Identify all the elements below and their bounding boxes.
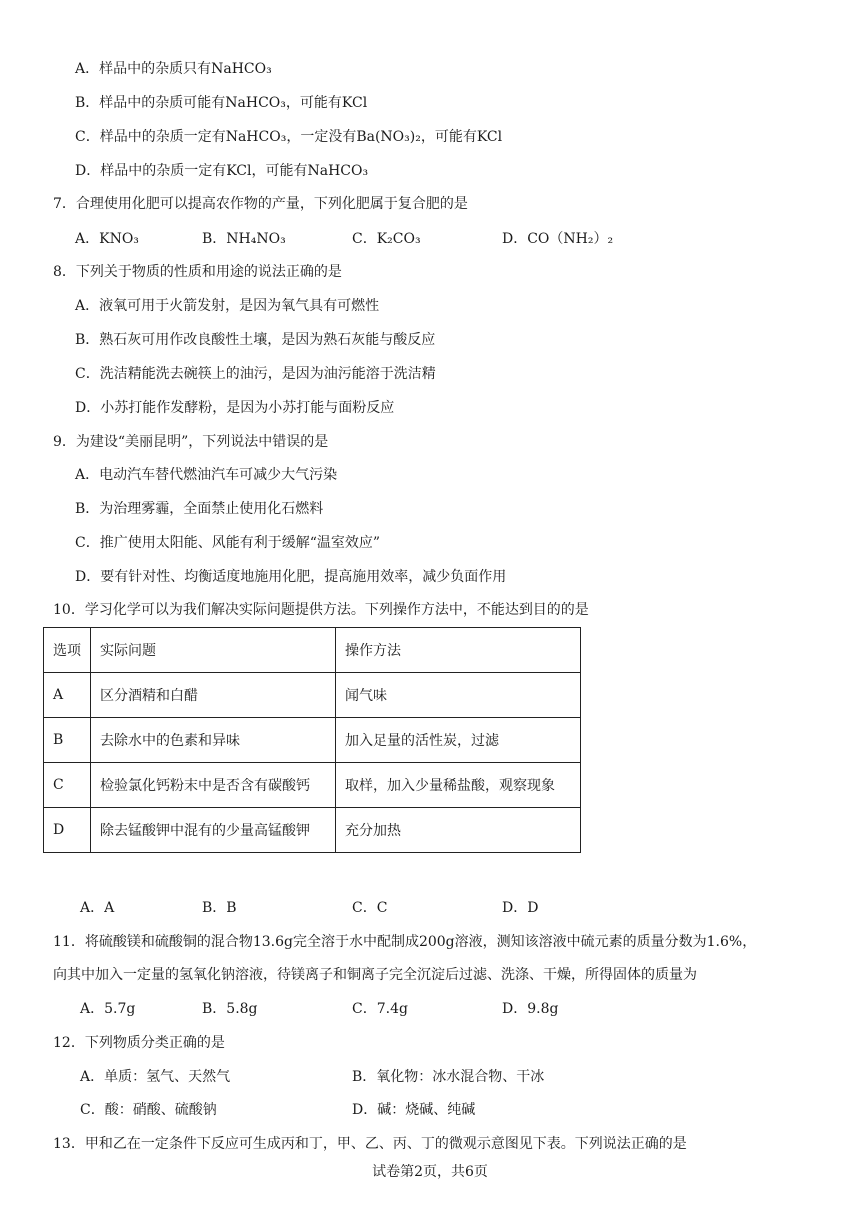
q7-option-c: C．K₂CO₃ (352, 231, 421, 247)
q7-option-b: B．NH₄NO₃ (202, 231, 286, 247)
q9-option-d: D．要有针对性、均衡适度地施用化肥，提高施用效率，减少负面作用 (75, 569, 507, 585)
table-cell: A (44, 673, 91, 718)
q11-option-c: C．7.4g (352, 1001, 408, 1017)
table-cell: 检验氯化钙粉末中是否含有碳酸钙 (91, 763, 336, 808)
table-cell: C (44, 763, 91, 808)
q11-stem-line2: 向其中加入一定量的氢氧化钠溶液，待镁离子和铜离子完全沉淀后过滤、洗涤、干燥，所得固体的质量为 (53, 967, 697, 983)
table-row (44, 763, 581, 808)
q11-option-b: B．5.8g (202, 1001, 258, 1017)
q6-option-b: B．样品中的杂质可能有NaHCO₃，可能有KCl (75, 95, 368, 111)
q7-option-d: D．CO（NH₂）₂ (502, 231, 614, 247)
q12-option-b: B．氧化物：冰水混合物、干冰 (352, 1069, 545, 1085)
table-cell: 区分酒精和白醋 (91, 673, 336, 718)
q8-option-a: A．液氧可用于火箭发射，是因为氧气具有可燃性 (75, 298, 380, 314)
table-header-row (44, 628, 581, 673)
table-cell: 闻气味 (336, 673, 581, 718)
q10-option-b: B．B (202, 900, 237, 916)
table-cell: 加入足量的活性炭，过滤 (336, 718, 581, 763)
q10-stem: 10．学习化学可以为我们解决实际问题提供方法。下列操作方法中，不能达到目的的是 (53, 602, 589, 618)
q7-option-a: A．KNO₃ (75, 231, 139, 247)
q11-option-d: D．9.8g (502, 1001, 559, 1017)
q7-stem: 7．合理使用化肥可以提高农作物的产量，下列化肥属于复合肥的是 (53, 196, 468, 212)
q10-option-d: D．D (502, 900, 539, 916)
table-header-cell: 选项 (44, 628, 91, 673)
q8-option-b: B．熟石灰可用作改良酸性土壤，是因为熟石灰能与酸反应 (75, 332, 436, 348)
table-cell: 取样，加入少量稀盐酸，观察现象 (336, 763, 581, 808)
q8-option-c: C．洗洁精能洗去碗筷上的油污，是因为油污能溶于洗洁精 (75, 366, 436, 382)
q6-option-d: D．样品中的杂质一定有KCl，可能有NaHCO₃ (75, 163, 369, 179)
table-cell: 去除水中的色素和异味 (91, 718, 336, 763)
q11-stem-line1: 11．将硫酸镁和硫酸铜的混合物13.6g完全溶于水中配制成200g溶液，测知该溶液中硫元素的质量分数为1.6%， (53, 934, 757, 950)
table-cell: 除去锰酸钾中混有的少量高锰酸钾 (91, 808, 336, 853)
q8-stem: 8．下列关于物质的性质和用途的说法正确的是 (53, 264, 342, 280)
table-cell: D (44, 808, 91, 853)
q10-table (43, 627, 581, 853)
q8-option-d: D．小苏打能作发酵粉，是因为小苏打能与面粉反应 (75, 400, 395, 416)
page-footer: 试卷第2页，共6页 (372, 1164, 488, 1180)
q12-option-d: D．碱：烧碱、纯碱 (352, 1102, 476, 1118)
q6-option-a: A．样品中的杂质只有NaHCO₃ (75, 61, 272, 77)
q12-stem: 12．下列物质分类正确的是 (53, 1035, 225, 1051)
q9-option-a: A．电动汽车替代燃油汽车可减少大气污染 (75, 467, 338, 483)
q11-option-a: A．5.7g (80, 1001, 136, 1017)
q9-stem: 9．为建设“美丽昆明”，下列说法中错误的是 (53, 434, 329, 450)
table-row (44, 718, 581, 763)
table-header-cell: 操作方法 (336, 628, 581, 673)
q6-option-c: C．样品中的杂质一定有NaHCO₃，一定没有Ba(NO₃)₂，可能有KCl (75, 129, 503, 145)
q12-option-c: C．酸：硝酸、硫酸钠 (80, 1102, 217, 1118)
q9-option-c: C．推广使用太阳能、风能有利于缓解“温室效应” (75, 535, 381, 551)
table-row (44, 673, 581, 718)
table-cell: 充分加热 (336, 808, 581, 853)
q13-stem: 13．甲和乙在一定条件下反应可生成丙和丁，甲、乙、丙、丁的微观示意图见下表。下列说法正确的是 (53, 1136, 687, 1152)
q10-option-c: C．C (352, 900, 388, 916)
q10-option-a: A．A (80, 900, 115, 916)
table-header-cell: 实际问题 (91, 628, 336, 673)
table-row (44, 808, 581, 853)
q9-option-b: B．为治理雾霾，全面禁止使用化石燃料 (75, 501, 324, 517)
q12-option-a: A．单质：氢气、天然气 (80, 1069, 231, 1085)
table-cell: B (44, 718, 91, 763)
